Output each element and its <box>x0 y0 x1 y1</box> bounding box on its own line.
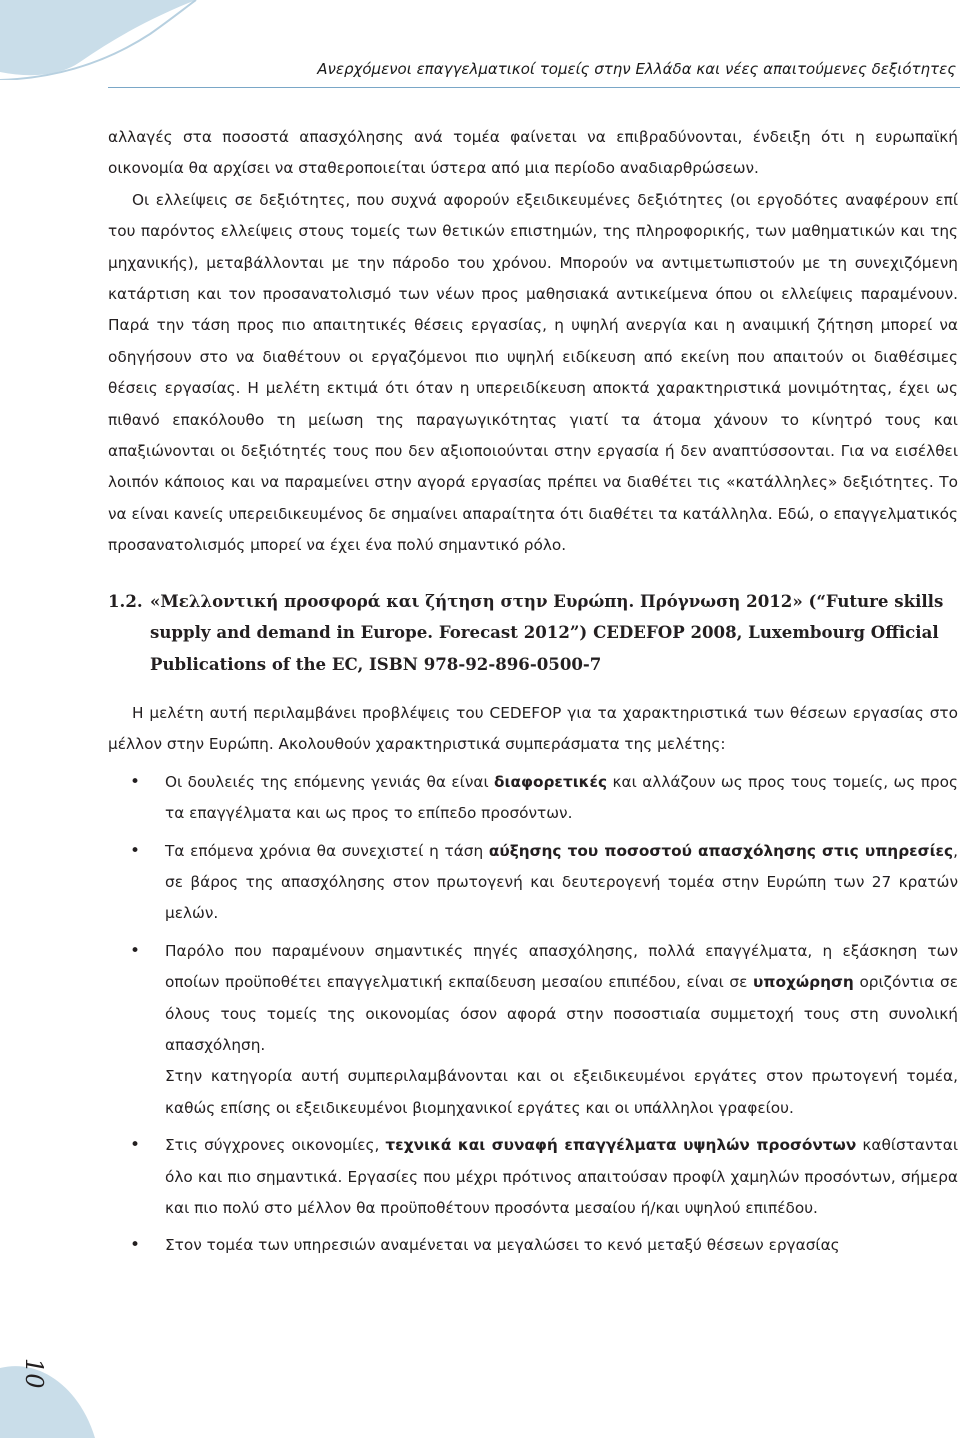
section-number: 1.2. <box>108 590 143 611</box>
page-body <box>108 122 958 1270</box>
emphasis: διαφορετικές <box>494 772 608 791</box>
list-item: • Στον τομέα των υπηρεσιών αναμένεται να μεγαλώσει το κενό μεταξύ θέσεων εργασίας <box>108 1230 958 1261</box>
paragraph-study-intro: Η μελέτη αυτή περιλαμβάνει προβλέψεις του CEDEFOP για τα χαρακτηριστικά των θέσεων εργασίας στο μέλλον στην Ευρώπη. Ακολουθούν χαρακτηριστικά συμπεράσματα της μελέτης: <box>108 703 958 754</box>
paragraph-skill-shortages: Οι ελλείψεις σε δεξιότητες, που συχνά αφορούν εξειδικευμένες δεξιότητες (οι εργοδότες αναφέρουν επί του παρόντος ελλείψεις στους τομείς των θετικών επιστημών, της πληροφορικής, των μαθηματικών και της μηχανικής), μεταβάλλονται με την πάροδο του χρόνου. Μπορούν να αντιμετωπιστούν με τη συνεχιζόμενη κατάρτιση και τον προσανατολισμό των νέων προς μαθησιακά αντικείμενα όπου οι ελλείψεις παραμένουν. Παρά την τάση προς πιο απαιτητικές θέσεις εργασίας, η υψηλή ανεργία και η αναιμική ζήτηση μπορεί να οδηγήσουν στο να διαθέτουν οι εργαζόμενοι πιο υψηλή ειδίκευση από εκείνη που απαιτούν οι διαθέσιμες θέσεις εργασίας. Η μελέτη εκτιμά ότι όταν η υπερειδίκευση αποκτά χαρακτηριστικά μονιμότητας, έχει ως πιθανό επακόλουθο τη μείωση της παραγωγικότητας γιατί τα άτομα χάνουν το κίνητρό τους και απαξιώνονται οι δεξιότητές τους που δεν αξιοποιούνται στην εργασία ή δεν αναπτύσσονται. Για να εισέλθει λοιπόν κάποιος και να παραμείνει στην αγορά εργασίας πρέπει να διαθέτει τις «κατάλληλες» δεξιότητες. Το να είναι κανείς υπερειδικευμένος δε σημαίνει απαραίτητα ότι διαθέτει τα κατάλληλα. Εδώ, ο επαγγελματικός προσανατολισμός μπορεί να έχει ένα πολύ σημαντικό ρόλο. <box>108 190 958 555</box>
list-item: • Στις σύγχρονες οικονομίες, τεχνικά και συναφή επαγγέλματα υψηλών προσόντων καθίστανται όλο και πιο σημαντικά. Εργασίες που μέχρι πρότινος απαιτούσαν προφίλ χαμηλών προσόντων, σήμερα και πιο πολύ στο μέλλον θα προϋποθέτουν προσόντα μεσαίου ή/και υψηλού επιπέδου. <box>108 1130 958 1224</box>
running-header-title: Ανερχόμενοι επαγγελματικοί τομείς στην Ελλάδα και νέες απαιτούμενες δεξιότητες <box>317 60 956 78</box>
findings-list <box>108 767 958 1262</box>
section-heading <box>108 586 958 680</box>
page-number: 10 <box>20 1358 48 1389</box>
list-item: • Οι δουλειές της επόμενης γενιάς θα είναι διαφορετικές και αλλάζουν ως προς τους τομείς, ως προς τα επαγγέλματα και ως προς το επίπεδο προσόντων. <box>108 767 958 830</box>
list-item: • Τα επόμενα χρόνια θα συνεχιστεί η τάση αύξησης του ποσοστού απασχόλησης στις υπηρεσίες, σε βάρος της απασχόλησης στον πρωτογενή και δευτερογενή τομέα στην Ευρώπη των 27 κρατών μελών. <box>108 836 958 930</box>
section-title: «Μελλοντική προσφορά και ζήτηση στην Ευρώπη. Πρόγνωση 2012» (“Future skills supply and demand in Europe. Forecast 2012”) CEDEFOP 2008, Luxembourg Official Publications of the EC, ISBN 978-92-896-0500-7 <box>150 590 944 674</box>
emphasis: τεχνικά και συναφή επαγγέλματα υψηλών προσόντων <box>385 1136 857 1155</box>
list-item: • Παρόλο που παραμένουν σημαντικές πηγές απασχόλησης, πολλά επαγγέλματα, η εξάσκηση των οποίων προϋποθέτει επαγγελματική εκπαίδευση μεσαίου επιπέδου, είναι σε υποχώρηση οριζόντια σε όλους τους τομείς της οικονομίας όσον αφορά στην ποσοστιαία συμμετοχή τους στη συνολική απασχόληση. Στην κατηγορία αυτή συμπεριλαμβάνονται και οι εξειδικευμένοι εργάτες στον πρωτογενή τομέα, καθώς επίσης οι εξειδικευμένοι βιομηχανικοί εργάτες και οι υπάλληλοι γραφείου. <box>108 936 958 1124</box>
header-rule <box>108 87 960 88</box>
emphasis: υποχώρηση <box>753 973 854 992</box>
list-item-extra: Στην κατηγορία αυτή συμπεριλαμβάνονται και οι εξειδικευμένοι εργάτες στον πρωτογενή τομέα, καθώς επίσης οι εξειδικευμένοι βιομηχανικοί εργάτες και οι υπάλληλοι γραφείου. <box>165 1067 958 1117</box>
emphasis: αύξησης του ποσοστού απασχόλησης στις υπηρεσίες <box>488 841 954 860</box>
footer-corner-decoration <box>0 1348 110 1438</box>
continued-paragraph: αλλαγές στα ποσοστά απασχόλησης ανά τομέα φαίνεται να επιβραδύνονται, ένδειξη ότι η ευρωπαϊκή οικονομία θα αρχίσει να σταθεροποιείται ύστερα από μια περίοδο αναδιαρθρώσεων. <box>108 128 958 178</box>
